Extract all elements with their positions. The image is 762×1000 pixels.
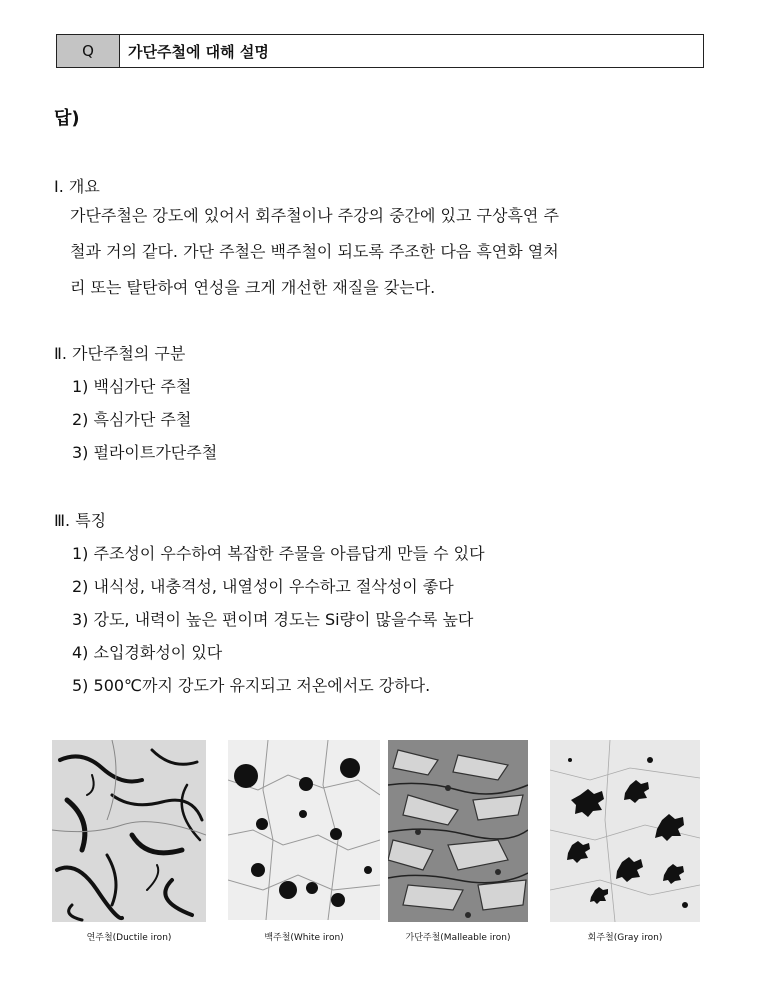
section-heading-features: Ⅲ. 특징 [54,511,107,530]
question-box [56,34,704,68]
section-heading-classification: Ⅱ. 가단주철의 구분 [54,344,186,363]
ductile-iron-micrograph [52,740,206,922]
malleable-iron-caption: 가단주철(Malleable iron) [405,933,511,943]
section-heading-overview: Ⅰ. 개요 [54,177,100,196]
overview-paragraph [70,198,704,306]
overview-line: 가단주철은 강도에 있어서 회주철이나 주강의 중간에 있고 구상흑연 주 [70,206,559,225]
answer-label: 답) [54,108,80,129]
ductile-iron-image [52,740,206,922]
malleable-iron-image [388,740,528,922]
list-item: 2) 흑심가단 주철 [72,410,192,429]
list-item: 1) 백심가단 주철 [72,377,192,396]
ductile-iron-caption: 연주철(Ductile iron) [86,933,172,943]
question-label: Q [57,35,120,67]
white-iron-image [228,740,380,920]
gray-iron-caption: 회주철(Gray iron) [587,933,663,943]
list-item: 5) 500℃까지 강도가 유지되고 저온에서도 강하다. [72,676,431,695]
microstructure-figures [52,740,704,946]
list-item: 1) 주조성이 우수하여 복잡한 주물을 아름답게 만들 수 있다 [72,544,485,563]
gray-iron-micrograph [550,740,700,922]
list-item: 4) 소입경화성이 있다 [72,643,223,662]
overview-line: 철과 거의 같다. 가단 주철은 백주철이 되도록 주조한 다음 흑연화 열처 [70,242,559,261]
malleable-iron-micrograph [388,740,528,922]
white-iron-caption: 백주철(White iron) [264,933,344,943]
gray-iron-image [550,740,700,922]
list-item: 3) 펄라이트가단주철 [72,443,218,462]
white-iron-micrograph [228,740,380,920]
question-title: 가단주철에 대해 설명 [128,42,269,61]
overview-line: 리 또는 탈탄하여 연성을 크게 개선한 재질을 갖는다. [70,278,436,297]
list-item: 3) 강도, 내력이 높은 편이며 경도는 Si량이 많을수록 높다 [72,610,474,629]
list-item: 2) 내식성, 내충격성, 내열성이 우수하고 절삭성이 좋다 [72,577,454,596]
